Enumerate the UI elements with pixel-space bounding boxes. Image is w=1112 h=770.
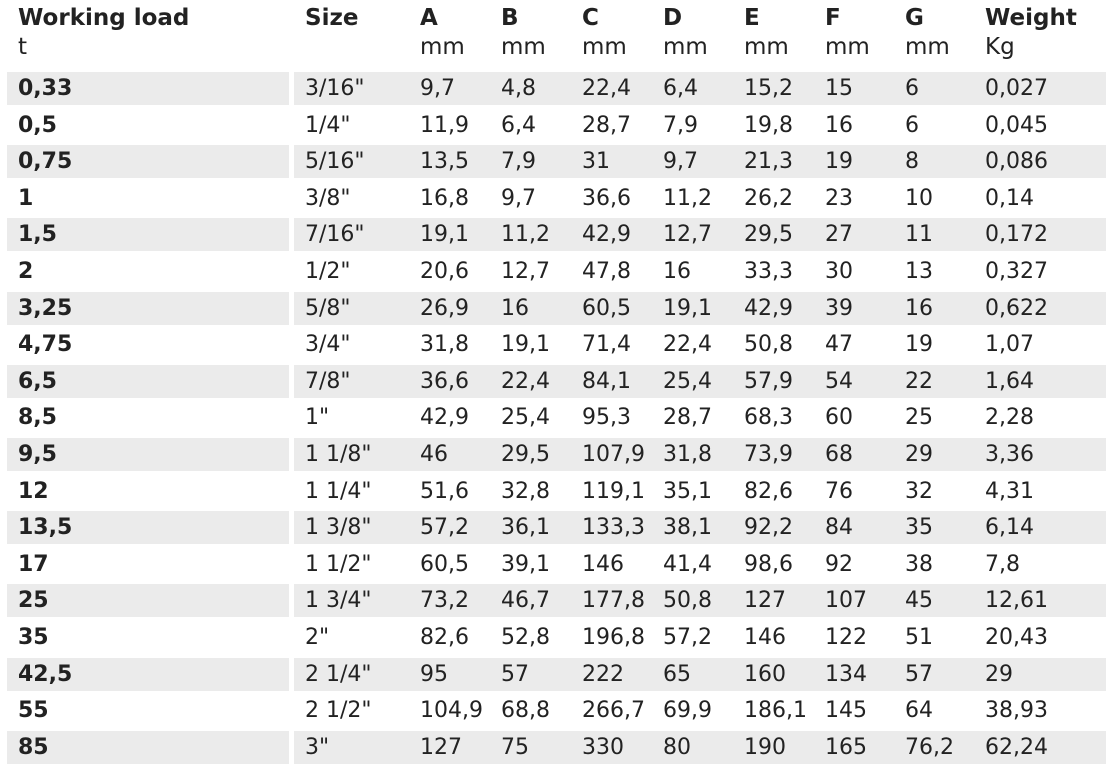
table-row [0, 326, 1112, 363]
cell-size: 1 3/8" [305, 515, 372, 541]
cell-working-load: 8,5 [18, 405, 57, 431]
cell-a: 9,7 [420, 76, 455, 101]
cell-d: 28,7 [663, 405, 712, 431]
cell-weight: 12,61 [985, 588, 1048, 614]
header-c-label: C [582, 5, 599, 31]
cell-e: 186,1 [744, 698, 807, 724]
cell-e: 160 [744, 661, 786, 687]
cell-weight: 1,07 [985, 332, 1034, 358]
cell-working-load: 4,75 [18, 332, 73, 358]
cell-working-load: 6,5 [18, 368, 57, 394]
cell-a: 42,9 [420, 405, 469, 431]
row-stripe [7, 584, 289, 617]
cell-size: 1 3/4" [305, 588, 372, 614]
cell-c: 28,7 [582, 112, 631, 138]
table-row [0, 70, 1112, 107]
cell-g: 29 [905, 441, 933, 467]
table-row [0, 253, 1112, 290]
table-row [0, 107, 1112, 144]
table-row [0, 180, 1112, 217]
cell-weight: 29 [985, 661, 1013, 687]
header-e-label: E [744, 5, 760, 31]
cell-g: 25 [905, 405, 933, 431]
header-working-load-label: Working load [18, 5, 190, 31]
cell-b: 52,8 [501, 624, 550, 650]
cell-g: 76,2 [905, 734, 954, 760]
cell-f: 60 [825, 405, 853, 431]
cell-g: 57 [905, 661, 933, 687]
cell-weight: 0,027 [985, 76, 1048, 101]
cell-e: 127 [744, 588, 786, 614]
header-working-load [18, 4, 189, 62]
cell-e: 92,2 [744, 515, 793, 541]
cell-a: 95 [420, 661, 448, 687]
cell-c: 133,3 [582, 515, 645, 541]
cell-c: 266,7 [582, 698, 645, 724]
cell-size: 2" [305, 624, 330, 650]
header-weight-label: Weight [985, 5, 1077, 31]
cell-d: 50,8 [663, 588, 712, 614]
cell-b: 25,4 [501, 405, 550, 431]
cell-b: 11,2 [501, 222, 550, 248]
cell-d: 11,2 [663, 185, 712, 211]
cell-e: 19,8 [744, 112, 793, 138]
cell-g: 19 [905, 332, 933, 358]
cell-e: 68,3 [744, 405, 793, 431]
header-g [905, 4, 950, 62]
table-row [0, 143, 1112, 180]
cell-size: 1 1/4" [305, 478, 372, 504]
cell-a: 16,8 [420, 185, 469, 211]
cell-a: 57,2 [420, 515, 469, 541]
table-row [0, 619, 1112, 656]
table-row [0, 290, 1112, 327]
cell-a: 31,8 [420, 332, 469, 358]
cell-c: 119,1 [582, 478, 645, 504]
cell-f: 92 [825, 551, 853, 577]
cell-b: 46,7 [501, 588, 550, 614]
cell-g: 11 [905, 222, 933, 248]
cell-g: 45 [905, 588, 933, 614]
header-e-unit: mm [744, 34, 789, 60]
cell-working-load: 9,5 [18, 441, 57, 467]
header-a [420, 4, 465, 62]
cell-g: 8 [905, 149, 919, 175]
cell-b: 22,4 [501, 368, 550, 394]
cell-working-load: 1 [18, 185, 34, 211]
header-g-label: G [905, 5, 924, 31]
table-row [0, 546, 1112, 583]
cell-g: 51 [905, 624, 933, 650]
cell-a: 104,9 [420, 698, 483, 724]
cell-d: 25,4 [663, 368, 712, 394]
cell-a: 73,2 [420, 588, 469, 614]
cell-g: 6 [905, 112, 919, 138]
cell-size: 2 1/4" [305, 661, 372, 687]
cell-working-load: 1,5 [18, 222, 57, 248]
header-f-label: F [825, 5, 841, 31]
cell-size: 1 1/8" [305, 441, 372, 467]
cell-e: 29,5 [744, 222, 793, 248]
cell-b: 68,8 [501, 698, 550, 724]
cell-weight: 0,045 [985, 112, 1048, 138]
cell-a: 51,6 [420, 478, 469, 504]
table-row [0, 729, 1112, 766]
header-a-unit: mm [420, 34, 465, 60]
cell-d: 19,1 [663, 295, 712, 321]
cell-e: 190 [744, 734, 786, 760]
header-e [744, 4, 789, 62]
cell-g: 6 [905, 76, 919, 101]
cell-b: 36,1 [501, 515, 550, 541]
cell-b: 39,1 [501, 551, 550, 577]
table-row [0, 582, 1112, 619]
cell-size: 3" [305, 734, 330, 760]
header-c-unit: mm [582, 34, 627, 60]
cell-f: 107 [825, 588, 867, 614]
cell-e: 21,3 [744, 149, 793, 175]
cell-working-load: 42,5 [18, 661, 73, 687]
cell-g: 35 [905, 515, 933, 541]
cell-weight: 0,172 [985, 222, 1048, 248]
cell-weight: 1,64 [985, 368, 1034, 394]
cell-b: 75 [501, 734, 529, 760]
cell-f: 47 [825, 332, 853, 358]
cell-a: 127 [420, 734, 462, 760]
cell-f: 27 [825, 222, 853, 248]
header-d-unit: mm [663, 34, 708, 60]
cell-working-load: 12 [18, 478, 49, 504]
header-b-unit: mm [501, 34, 546, 60]
header-size-label: Size [305, 5, 359, 31]
cell-weight: 7,8 [985, 551, 1020, 577]
cell-b: 9,7 [501, 185, 536, 211]
header-f-unit: mm [825, 34, 870, 60]
cell-c: 31 [582, 149, 610, 175]
cell-size: 5/8" [305, 295, 351, 321]
cell-a: 19,1 [420, 222, 469, 248]
cell-size: 3/4" [305, 332, 351, 358]
header-b-label: B [501, 5, 519, 31]
cell-size: 7/16" [305, 222, 365, 248]
cell-d: 6,4 [663, 76, 698, 101]
cell-f: 122 [825, 624, 867, 650]
cell-f: 145 [825, 698, 867, 724]
cell-working-load: 2 [18, 258, 34, 284]
header-c [582, 4, 627, 62]
cell-weight: 0,327 [985, 258, 1048, 284]
cell-b: 19,1 [501, 332, 550, 358]
cell-c: 95,3 [582, 405, 631, 431]
cell-size: 5/16" [305, 149, 365, 175]
cell-g: 38 [905, 551, 933, 577]
cell-a: 20,6 [420, 258, 469, 284]
cell-c: 36,6 [582, 185, 631, 211]
cell-e: 73,9 [744, 441, 793, 467]
cell-f: 39 [825, 295, 853, 321]
cell-d: 35,1 [663, 478, 712, 504]
cell-weight: 62,24 [985, 734, 1048, 760]
cell-f: 134 [825, 661, 867, 687]
cell-c: 22,4 [582, 76, 631, 101]
cell-working-load: 0,33 [18, 76, 73, 101]
cell-b: 6,4 [501, 112, 536, 138]
cell-size: 3/16" [305, 76, 365, 101]
cell-size: 1" [305, 405, 330, 431]
cell-f: 23 [825, 185, 853, 211]
cell-c: 47,8 [582, 258, 631, 284]
cell-a: 13,5 [420, 149, 469, 175]
cell-f: 30 [825, 258, 853, 284]
cell-d: 38,1 [663, 515, 712, 541]
table-row [0, 436, 1112, 473]
cell-working-load: 17 [18, 551, 49, 577]
cell-weight: 2,28 [985, 405, 1034, 431]
cell-weight: 0,14 [985, 185, 1034, 211]
cell-d: 9,7 [663, 149, 698, 175]
cell-working-load: 35 [18, 624, 49, 650]
cell-d: 31,8 [663, 441, 712, 467]
cell-f: 84 [825, 515, 853, 541]
header-size-unit [305, 33, 358, 62]
cell-d: 12,7 [663, 222, 712, 248]
table-body [0, 70, 1112, 765]
cell-g: 64 [905, 698, 933, 724]
cell-b: 12,7 [501, 258, 550, 284]
header-d-label: D [663, 5, 683, 31]
cell-a: 36,6 [420, 368, 469, 394]
cell-working-load: 85 [18, 734, 49, 760]
cell-e: 82,6 [744, 478, 793, 504]
cell-c: 60,5 [582, 295, 631, 321]
cell-b: 4,8 [501, 76, 536, 101]
cell-weight: 0,622 [985, 295, 1048, 321]
cell-b: 7,9 [501, 149, 536, 175]
cell-e: 26,2 [744, 185, 793, 211]
cell-e: 33,3 [744, 258, 793, 284]
cell-c: 71,4 [582, 332, 631, 358]
cell-working-load: 3,25 [18, 295, 73, 321]
cell-size: 3/8" [305, 185, 351, 211]
header-b [501, 4, 546, 62]
cell-d: 69,9 [663, 698, 712, 724]
cell-working-load: 0,5 [18, 112, 57, 138]
cell-c: 146 [582, 551, 624, 577]
cell-weight: 38,93 [985, 698, 1048, 724]
cell-d: 65 [663, 661, 691, 687]
cell-d: 41,4 [663, 551, 712, 577]
cell-e: 42,9 [744, 295, 793, 321]
cell-a: 46 [420, 441, 448, 467]
cell-size: 7/8" [305, 368, 351, 394]
cell-weight: 3,36 [985, 441, 1034, 467]
header-size [305, 4, 358, 62]
cell-c: 42,9 [582, 222, 631, 248]
table-header [0, 0, 1112, 70]
header-weight [985, 4, 1077, 62]
cell-working-load: 0,75 [18, 149, 73, 175]
cell-f: 76 [825, 478, 853, 504]
cell-d: 7,9 [663, 112, 698, 138]
cell-size: 1/2" [305, 258, 351, 284]
cell-size: 1/4" [305, 112, 351, 138]
cell-c: 222 [582, 661, 624, 687]
cell-weight: 6,14 [985, 515, 1034, 541]
cell-b: 57 [501, 661, 529, 687]
cell-c: 177,8 [582, 588, 645, 614]
cell-f: 68 [825, 441, 853, 467]
table-row [0, 363, 1112, 400]
cell-c: 107,9 [582, 441, 645, 467]
cell-g: 10 [905, 185, 933, 211]
cell-e: 146 [744, 624, 786, 650]
table-row [0, 509, 1112, 546]
cell-f: 15 [825, 76, 853, 101]
cell-d: 57,2 [663, 624, 712, 650]
cell-g: 13 [905, 258, 933, 284]
header-weight-unit: Kg [985, 34, 1015, 60]
table-row [0, 692, 1112, 729]
cell-g: 16 [905, 295, 933, 321]
header-working-load-unit: t [18, 34, 28, 60]
cell-a: 26,9 [420, 295, 469, 321]
cell-a: 60,5 [420, 551, 469, 577]
cell-c: 84,1 [582, 368, 631, 394]
cell-working-load: 55 [18, 698, 49, 724]
cell-e: 98,6 [744, 551, 793, 577]
cell-c: 196,8 [582, 624, 645, 650]
cell-a: 11,9 [420, 112, 469, 138]
cell-size: 1 1/2" [305, 551, 372, 577]
cell-f: 54 [825, 368, 853, 394]
table-row [0, 216, 1112, 253]
table-row [0, 399, 1112, 436]
row-stripe [7, 731, 289, 764]
header-f [825, 4, 870, 62]
header-g-unit: mm [905, 34, 950, 60]
cell-f: 16 [825, 112, 853, 138]
cell-weight: 20,43 [985, 624, 1048, 650]
cell-f: 19 [825, 149, 853, 175]
cell-d: 80 [663, 734, 691, 760]
cell-working-load: 13,5 [18, 515, 73, 541]
table-row [0, 473, 1112, 510]
cell-size: 2 1/2" [305, 698, 372, 724]
header-d [663, 4, 708, 62]
cell-working-load: 25 [18, 588, 49, 614]
cell-g: 32 [905, 478, 933, 504]
cell-b: 16 [501, 295, 529, 321]
cell-g: 22 [905, 368, 933, 394]
header-a-label: A [420, 5, 438, 31]
cell-weight: 0,086 [985, 149, 1048, 175]
table-row [0, 656, 1112, 693]
cell-weight: 4,31 [985, 478, 1034, 504]
cell-c: 330 [582, 734, 624, 760]
cell-d: 16 [663, 258, 691, 284]
cell-b: 32,8 [501, 478, 550, 504]
cell-d: 22,4 [663, 332, 712, 358]
cell-e: 15,2 [744, 76, 793, 101]
cell-e: 50,8 [744, 332, 793, 358]
cell-f: 165 [825, 734, 867, 760]
cell-a: 82,6 [420, 624, 469, 650]
cell-b: 29,5 [501, 441, 550, 467]
cell-e: 57,9 [744, 368, 793, 394]
